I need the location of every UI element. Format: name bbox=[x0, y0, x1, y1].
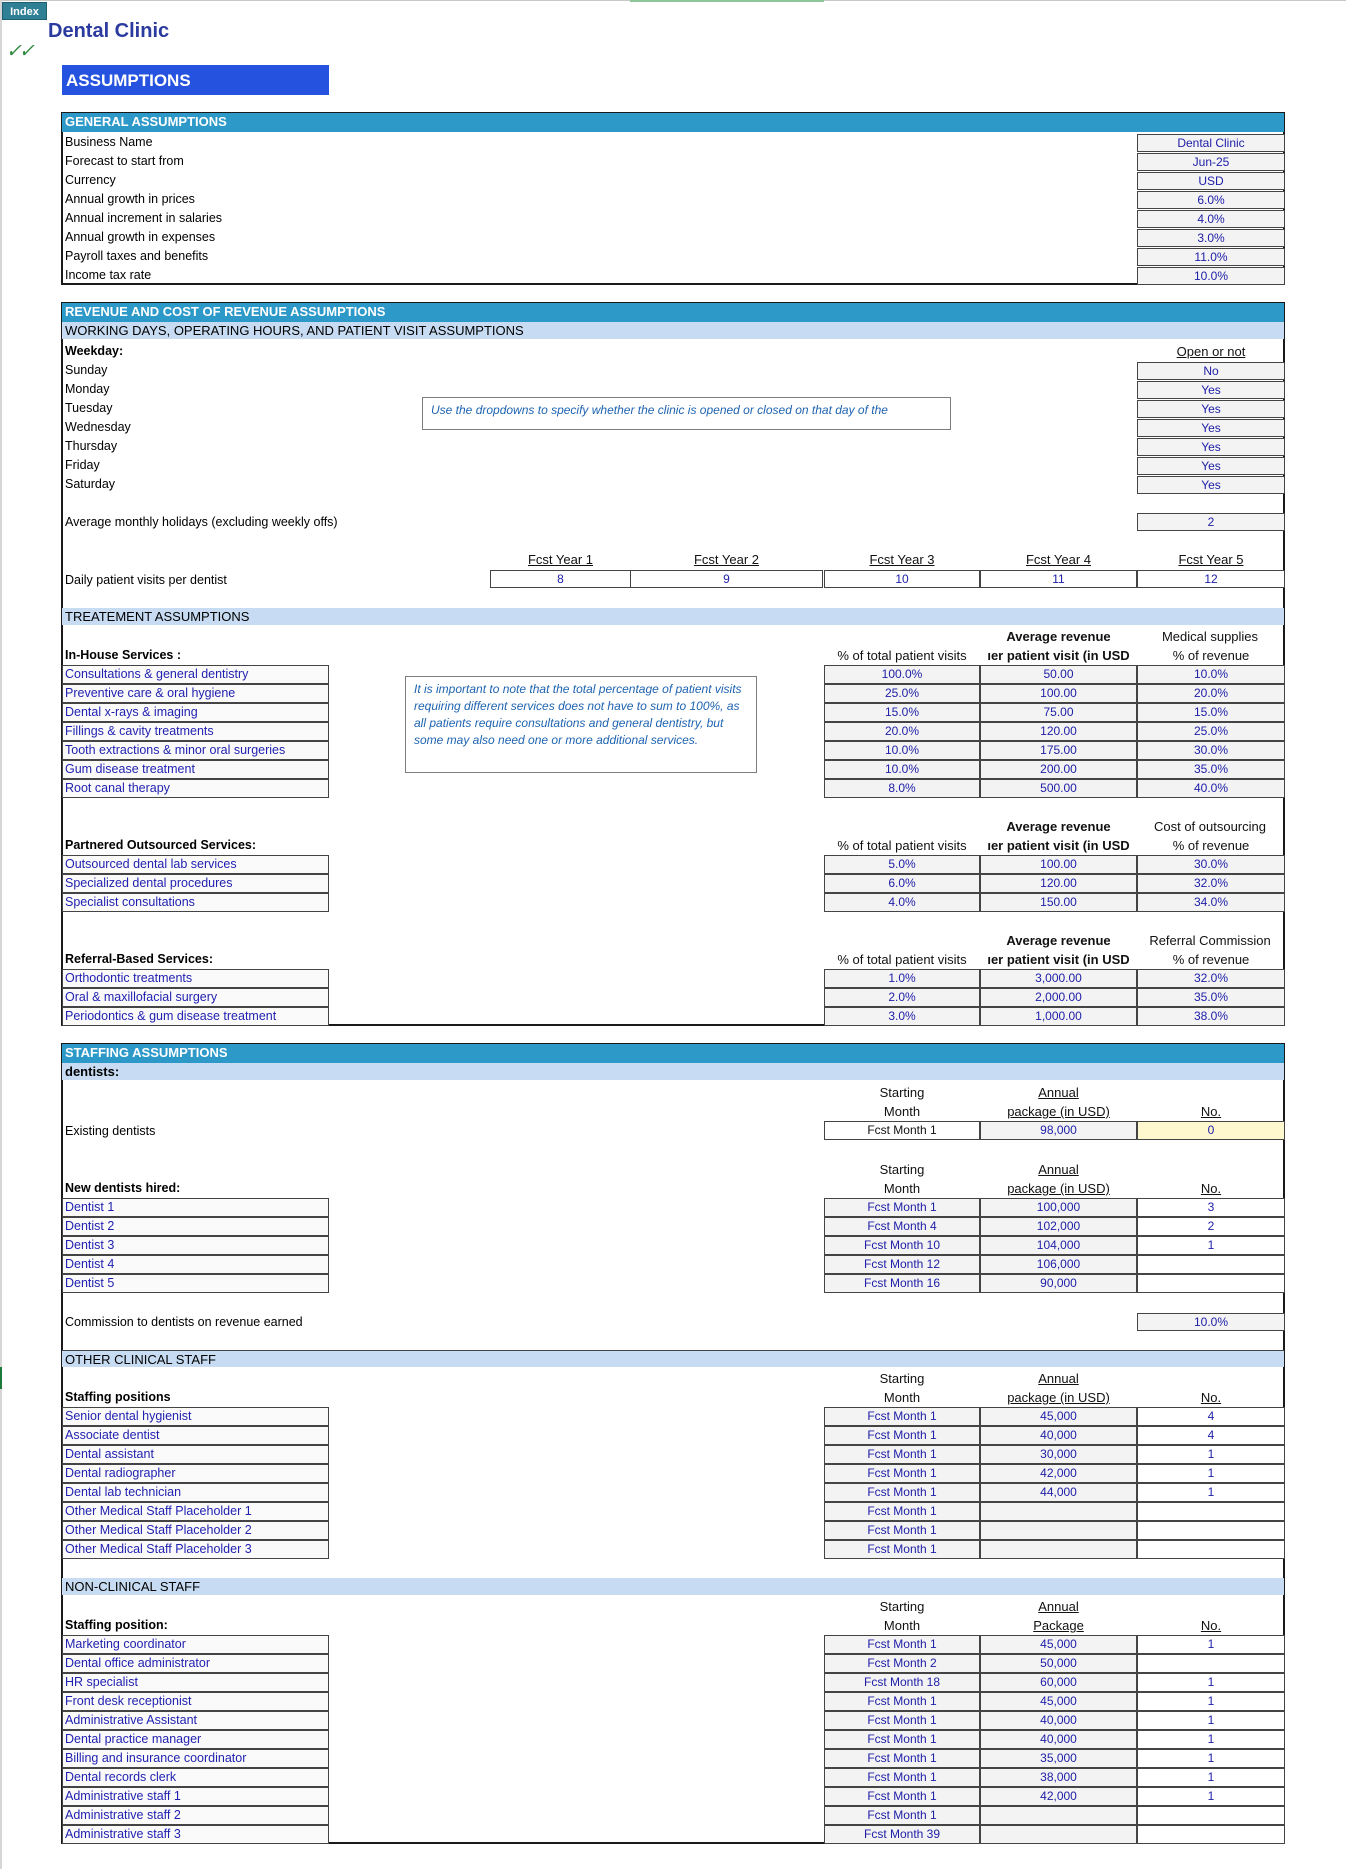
annual-package-field[interactable]: 104,000 bbox=[980, 1236, 1137, 1255]
annual-package-field[interactable]: 90,000 bbox=[980, 1274, 1137, 1293]
avg-revenue-field[interactable]: 1,000.00 bbox=[980, 1007, 1137, 1026]
col3-field[interactable]: 35.0% bbox=[1137, 988, 1285, 1007]
number-field[interactable]: 1 bbox=[1137, 1711, 1285, 1730]
pct-visits-field[interactable]: 20.0% bbox=[824, 722, 980, 741]
number-field[interactable] bbox=[1137, 1274, 1285, 1293]
section-title: ASSUMPTIONS bbox=[62, 65, 329, 95]
pct-visits-field[interactable]: 3.0% bbox=[824, 1007, 980, 1026]
pct-visits-field[interactable]: 15.0% bbox=[824, 703, 980, 722]
staff-name-link[interactable]: Other Medical Staff Placeholder 1 bbox=[62, 1502, 329, 1521]
starting-month-field[interactable]: Fcst Month 10 bbox=[824, 1236, 980, 1255]
avg-revenue-field[interactable]: 175.00 bbox=[980, 741, 1137, 760]
annual-package-field[interactable] bbox=[980, 1521, 1137, 1540]
annual-package-header: Annual bbox=[1038, 1371, 1079, 1386]
number-field[interactable]: 3 bbox=[1137, 1198, 1285, 1217]
avg-revenue-field[interactable]: 120.00 bbox=[980, 874, 1137, 893]
number-field[interactable] bbox=[1137, 1540, 1285, 1559]
staff-name-link[interactable]: Dental practice manager bbox=[62, 1730, 329, 1749]
avg-revenue-field[interactable]: 150.00 bbox=[980, 893, 1137, 912]
weekday-open-dropdown[interactable]: No bbox=[1137, 362, 1285, 380]
weekday-name: Wednesday bbox=[65, 420, 131, 434]
general-value-field[interactable]: USD bbox=[1137, 172, 1285, 190]
starting-month-field[interactable]: Fcst Month 1 bbox=[824, 1540, 980, 1559]
annual-package-header: Package bbox=[1033, 1618, 1084, 1633]
working-days-header: WORKING DAYS, OPERATING HOURS, AND PATIENT VISIT ASSUMPTIONS bbox=[62, 322, 1284, 339]
forecast-year-header: Fcst Year 3 bbox=[869, 552, 935, 567]
staff-name-link[interactable]: Other Medical Staff Placeholder 3 bbox=[62, 1540, 329, 1559]
annual-package-field[interactable]: 40,000 bbox=[980, 1711, 1137, 1730]
service-name-link[interactable]: Periodontics & gum disease treatment bbox=[62, 1007, 329, 1026]
service-name-link[interactable]: Outsourced dental lab services bbox=[62, 855, 329, 874]
starting-month-field[interactable]: Fcst Month 39 bbox=[824, 1825, 980, 1844]
starting-month-header: Starting bbox=[879, 1162, 925, 1177]
weekday-open-dropdown[interactable]: Yes bbox=[1137, 419, 1285, 437]
staff-name-link[interactable]: Administrative staff 3 bbox=[62, 1825, 329, 1844]
commission-field[interactable]: 10.0% bbox=[1137, 1313, 1285, 1331]
pct-visits-field[interactable]: 25.0% bbox=[824, 684, 980, 703]
staff-name-link[interactable]: HR specialist bbox=[62, 1673, 329, 1692]
col3-field[interactable]: 40.0% bbox=[1137, 779, 1285, 798]
forecast-year-header: Fcst Year 4 bbox=[1025, 552, 1092, 567]
staff-name-link[interactable]: Dental radiographer bbox=[62, 1464, 329, 1483]
forecast-year-header: Fcst Year 2 bbox=[693, 552, 760, 567]
annual-package-field[interactable]: 30,000 bbox=[980, 1445, 1137, 1464]
number-header: No. bbox=[1200, 1104, 1222, 1119]
staff-name-link[interactable]: Dental office administrator bbox=[62, 1654, 329, 1673]
staff-name-link[interactable]: Senior dental hygienist bbox=[62, 1407, 329, 1426]
number-field[interactable] bbox=[1137, 1255, 1285, 1274]
starting-month-header: Starting bbox=[879, 1599, 925, 1614]
daily-visits-field[interactable]: 9 bbox=[630, 570, 823, 588]
number-header: No. bbox=[1200, 1618, 1222, 1633]
weekday-label: Weekday: bbox=[65, 344, 124, 358]
avg-revenue-field[interactable]: 100.00 bbox=[980, 684, 1137, 703]
avg-revenue-field[interactable]: 50.00 bbox=[980, 665, 1137, 684]
weekday-open-dropdown[interactable]: Yes bbox=[1137, 476, 1285, 494]
number-field[interactable]: 1 bbox=[1137, 1483, 1285, 1502]
annual-package-field[interactable]: 42,000 bbox=[980, 1787, 1137, 1806]
avg-revenue-header: Average revenue bbox=[1006, 819, 1111, 834]
pct-visits-field[interactable]: 4.0% bbox=[824, 893, 980, 912]
number-header: No. bbox=[1200, 1390, 1222, 1405]
starting-month-header: Starting bbox=[879, 1371, 925, 1386]
open-or-not-header: Open or not bbox=[1176, 344, 1246, 359]
general-row-label: Payroll taxes and benefits bbox=[65, 249, 209, 263]
staff-name-link[interactable]: Dentist 5 bbox=[62, 1274, 329, 1293]
general-assumptions-panel bbox=[61, 112, 1285, 285]
avg-revenue-field[interactable]: 2,000.00 bbox=[980, 988, 1137, 1007]
starting-month-field[interactable]: Fcst Month 4 bbox=[824, 1217, 980, 1236]
number-field[interactable]: 1 bbox=[1137, 1768, 1285, 1787]
col3-field[interactable]: 25.0% bbox=[1137, 722, 1285, 741]
service-name-link[interactable]: Consultations & general dentistry bbox=[62, 665, 329, 684]
weekday-open-dropdown[interactable]: Yes bbox=[1137, 381, 1285, 399]
pct-visits-header: % of total patient visits bbox=[837, 952, 967, 967]
dentists-header: dentists: bbox=[62, 1063, 1284, 1080]
staff-name-link[interactable]: Dental assistant bbox=[62, 1445, 329, 1464]
starting-month-field[interactable]: Fcst Month 12 bbox=[824, 1255, 980, 1274]
general-value-field[interactable]: 11.0% bbox=[1137, 248, 1285, 266]
col3-header: Referral Commission bbox=[1149, 933, 1271, 948]
col3-header: Medical supplies bbox=[1161, 629, 1259, 644]
number-field[interactable]: 1 bbox=[1137, 1445, 1285, 1464]
general-row-label: Annual increment in salaries bbox=[65, 211, 223, 225]
pct-visits-field[interactable]: 10.0% bbox=[824, 741, 980, 760]
service-name-link[interactable]: Gum disease treatment bbox=[62, 760, 329, 779]
annual-package-header: Annual bbox=[1038, 1599, 1079, 1614]
existing-start-field[interactable]: Fcst Month 1 bbox=[824, 1121, 980, 1140]
forecast-year-header: Fcst Year 1 bbox=[527, 552, 594, 567]
avg-revenue-header: ıer patient visit (in USD bbox=[987, 838, 1130, 853]
avg-revenue-field[interactable]: 500.00 bbox=[980, 779, 1137, 798]
starting-month-header: Month bbox=[883, 1104, 921, 1119]
service-name-link[interactable]: Dental x-rays & imaging bbox=[62, 703, 329, 722]
avg-revenue-header: Average revenue bbox=[1006, 629, 1111, 644]
general-value-field[interactable]: 3.0% bbox=[1137, 229, 1285, 247]
starting-month-field[interactable]: Fcst Month 16 bbox=[824, 1274, 980, 1293]
referral-title: Referral-Based Services: bbox=[65, 952, 213, 966]
starting-month-header: Starting bbox=[879, 1085, 925, 1100]
existing-dentists-label: Existing dentists bbox=[65, 1124, 156, 1138]
annual-package-field[interactable]: 45,000 bbox=[980, 1692, 1137, 1711]
annual-package-field[interactable]: 40,000 bbox=[980, 1730, 1137, 1749]
weekday-note: Use the dropdowns to specify whether the clinic is opened or closed on that day of the bbox=[422, 397, 951, 430]
starting-month-field[interactable]: Fcst Month 1 bbox=[824, 1635, 980, 1654]
col3-field[interactable]: 30.0% bbox=[1137, 855, 1285, 874]
annual-package-field[interactable]: 100,000 bbox=[980, 1198, 1137, 1217]
pct-visits-field[interactable]: 5.0% bbox=[824, 855, 980, 874]
starting-month-field[interactable]: Fcst Month 1 bbox=[824, 1502, 980, 1521]
starting-month-field[interactable]: Fcst Month 1 bbox=[824, 1787, 980, 1806]
holidays-field[interactable]: 2 bbox=[1137, 513, 1285, 531]
staff-name-link[interactable]: Dentist 2 bbox=[62, 1217, 329, 1236]
daily-visits-field[interactable]: 12 bbox=[1137, 570, 1285, 588]
avg-revenue-field[interactable]: 75.00 bbox=[980, 703, 1137, 722]
starting-month-field[interactable]: Fcst Month 18 bbox=[824, 1673, 980, 1692]
annual-package-field[interactable]: 45,000 bbox=[980, 1635, 1137, 1654]
starting-month-field[interactable]: Fcst Month 1 bbox=[824, 1711, 980, 1730]
commission-label: Commission to dentists on revenue earned bbox=[65, 1315, 303, 1329]
annual-package-field[interactable]: 38,000 bbox=[980, 1768, 1137, 1787]
col3-header: % of revenue bbox=[1172, 838, 1250, 853]
starting-month-field[interactable]: Fcst Month 1 bbox=[824, 1730, 980, 1749]
weekday-name: Saturday bbox=[65, 477, 116, 491]
starting-month-field[interactable]: Fcst Month 1 bbox=[824, 1464, 980, 1483]
avg-revenue-header: Average revenue bbox=[1006, 933, 1111, 948]
general-value-field[interactable]: 4.0% bbox=[1137, 210, 1285, 228]
col3-field[interactable]: 35.0% bbox=[1137, 760, 1285, 779]
pct-visits-field[interactable]: 1.0% bbox=[824, 969, 980, 988]
annual-package-field[interactable]: 45,000 bbox=[980, 1407, 1137, 1426]
staff-name-link[interactable]: Dental records clerk bbox=[62, 1768, 329, 1787]
weekday-name: Thursday bbox=[65, 439, 118, 453]
outsourced-title: Partnered Outsourced Services: bbox=[65, 838, 257, 852]
col3-field[interactable]: 32.0% bbox=[1137, 969, 1285, 988]
weekday-open-dropdown[interactable]: Yes bbox=[1137, 438, 1285, 456]
service-name-link[interactable]: Preventive care & oral hygiene bbox=[62, 684, 329, 703]
avg-revenue-header: ıer patient visit (in USD bbox=[987, 648, 1130, 663]
daily-visits-field[interactable]: 8 bbox=[490, 570, 631, 588]
pct-visits-header: % of total patient visits bbox=[837, 648, 967, 663]
staffing-positions-title: Staffing positions bbox=[65, 1390, 171, 1404]
service-name-link[interactable]: Specialist consultations bbox=[62, 893, 329, 912]
staff-name-link[interactable]: Dental lab technician bbox=[62, 1483, 329, 1502]
col3-field[interactable]: 10.0% bbox=[1137, 665, 1285, 684]
daily-visits-field[interactable]: 10 bbox=[824, 570, 980, 588]
starting-month-field[interactable]: Fcst Month 1 bbox=[824, 1445, 980, 1464]
col3-field[interactable]: 38.0% bbox=[1137, 1007, 1285, 1026]
general-value-field[interactable]: Dental Clinic bbox=[1137, 134, 1285, 152]
general-value-field[interactable]: 6.0% bbox=[1137, 191, 1285, 209]
general-header: GENERAL ASSUMPTIONS bbox=[62, 113, 1284, 132]
inhouse-title: In-House Services : bbox=[65, 648, 182, 662]
starting-month-field[interactable]: Fcst Month 1 bbox=[824, 1806, 980, 1825]
annual-package-header: Annual bbox=[1038, 1085, 1079, 1100]
service-name-link[interactable]: Root canal therapy bbox=[62, 779, 329, 798]
number-field[interactable] bbox=[1137, 1806, 1285, 1825]
annual-package-field[interactable] bbox=[980, 1502, 1137, 1521]
pct-visits-field[interactable]: 8.0% bbox=[824, 779, 980, 798]
weekday-name: Monday bbox=[65, 382, 110, 396]
avg-revenue-header: ıer patient visit (in USD bbox=[987, 952, 1130, 967]
annual-package-field[interactable]: 40,000 bbox=[980, 1426, 1137, 1445]
existing-number-field[interactable]: 0 bbox=[1137, 1121, 1285, 1140]
annual-package-header: package (in USD) bbox=[1007, 1390, 1110, 1405]
general-row-label: Forecast to start from bbox=[65, 154, 184, 168]
pct-visits-field[interactable]: 100.0% bbox=[824, 665, 980, 684]
weekday-name: Sunday bbox=[65, 363, 108, 377]
annual-package-field[interactable]: 102,000 bbox=[980, 1217, 1137, 1236]
services-note: It is important to note that the total percentage of patient visits requiring different services does not have to sum to 100%, as all patients require consultations and general dentistry, but some may also need one or more additional services. bbox=[405, 676, 757, 773]
staff-name-link[interactable]: Associate dentist bbox=[62, 1426, 329, 1445]
number-field[interactable]: 1 bbox=[1137, 1749, 1285, 1768]
starting-month-field[interactable]: Fcst Month 1 bbox=[824, 1407, 980, 1426]
number-field[interactable]: 4 bbox=[1137, 1426, 1285, 1445]
staff-name-link[interactable]: Dentist 4 bbox=[62, 1255, 329, 1274]
pct-visits-field[interactable]: 6.0% bbox=[824, 874, 980, 893]
pct-visits-header: % of total patient visits bbox=[837, 838, 967, 853]
starting-month-header: Month bbox=[883, 1618, 921, 1633]
service-name-link[interactable]: Orthodontic treatments bbox=[62, 969, 329, 988]
existing-package-field[interactable]: 98,000 bbox=[980, 1121, 1137, 1140]
staff-name-link[interactable]: Marketing coordinator bbox=[62, 1635, 329, 1654]
staff-name-link[interactable]: Billing and insurance coordinator bbox=[62, 1749, 329, 1768]
staff-name-link[interactable]: Dentist 1 bbox=[62, 1198, 329, 1217]
col3-field[interactable]: 15.0% bbox=[1137, 703, 1285, 722]
page-title: Dental Clinic bbox=[48, 20, 170, 42]
other-clinical-header: OTHER CLINICAL STAFF bbox=[62, 1350, 1284, 1367]
col3-field[interactable]: 34.0% bbox=[1137, 893, 1285, 912]
starting-month-field[interactable]: Fcst Month 1 bbox=[824, 1483, 980, 1502]
number-field[interactable] bbox=[1137, 1654, 1285, 1673]
forecast-year-header: Fcst Year 5 bbox=[1178, 552, 1244, 567]
avg-revenue-field[interactable]: 120.00 bbox=[980, 722, 1137, 741]
starting-month-field[interactable]: Fcst Month 1 bbox=[824, 1768, 980, 1787]
number-field[interactable]: 1 bbox=[1137, 1787, 1285, 1806]
service-name-link[interactable]: Oral & maxillofacial surgery bbox=[62, 988, 329, 1007]
annual-package-field[interactable]: 50,000 bbox=[980, 1654, 1137, 1673]
weekday-open-dropdown[interactable]: Yes bbox=[1137, 457, 1285, 475]
avg-revenue-field[interactable]: 100.00 bbox=[980, 855, 1137, 874]
general-row-label: Annual growth in prices bbox=[65, 192, 195, 206]
general-value-field[interactable]: Jun-25 bbox=[1137, 153, 1285, 171]
number-field[interactable] bbox=[1137, 1521, 1285, 1540]
annual-package-field[interactable]: 106,000 bbox=[980, 1255, 1137, 1274]
col3-field[interactable]: 20.0% bbox=[1137, 684, 1285, 703]
number-field[interactable] bbox=[1137, 1825, 1285, 1844]
starting-month-field[interactable]: Fcst Month 1 bbox=[824, 1198, 980, 1217]
pct-visits-field[interactable]: 10.0% bbox=[824, 760, 980, 779]
daily-visits-label: Daily patient visits per dentist bbox=[65, 573, 227, 587]
annual-package-field[interactable]: 35,000 bbox=[980, 1749, 1137, 1768]
staff-name-link[interactable]: Administrative Assistant bbox=[62, 1711, 329, 1730]
new-dentists-title: New dentists hired: bbox=[65, 1181, 181, 1195]
col3-header: % of revenue bbox=[1172, 648, 1250, 663]
number-field[interactable]: 4 bbox=[1137, 1407, 1285, 1426]
general-row-label: Currency bbox=[65, 173, 116, 187]
staff-name-link[interactable]: Administrative staff 2 bbox=[62, 1806, 329, 1825]
number-field[interactable]: 1 bbox=[1137, 1692, 1285, 1711]
staff-name-link[interactable]: Other Medical Staff Placeholder 2 bbox=[62, 1521, 329, 1540]
number-field[interactable]: 1 bbox=[1137, 1635, 1285, 1654]
general-row-label: Business Name bbox=[65, 135, 153, 149]
holidays-label: Average monthly holidays (excluding weekly offs) bbox=[65, 515, 338, 529]
non-clinical-header: NON-CLINICAL STAFF bbox=[62, 1578, 1284, 1595]
general-row-label: Annual growth in expenses bbox=[65, 230, 216, 244]
service-name-link[interactable]: Tooth extractions & minor oral surgeries bbox=[62, 741, 329, 760]
col3-header: Cost of outsourcing bbox=[1153, 819, 1266, 834]
staff-name-link[interactable]: Front desk receptionist bbox=[62, 1692, 329, 1711]
annual-package-field[interactable]: 44,000 bbox=[980, 1483, 1137, 1502]
annual-package-header: package (in USD) bbox=[1007, 1181, 1110, 1196]
annual-package-field[interactable] bbox=[980, 1825, 1137, 1844]
starting-month-field[interactable]: Fcst Month 1 bbox=[824, 1692, 980, 1711]
staffing-position-title: Staffing position: bbox=[65, 1618, 168, 1632]
number-field[interactable]: 1 bbox=[1137, 1236, 1285, 1255]
staff-name-link[interactable]: Dentist 3 bbox=[62, 1236, 329, 1255]
number-field[interactable]: 2 bbox=[1137, 1217, 1285, 1236]
weekday-name: Tuesday bbox=[65, 401, 113, 415]
pct-visits-field[interactable]: 2.0% bbox=[824, 988, 980, 1007]
col3-field[interactable]: 32.0% bbox=[1137, 874, 1285, 893]
treatment-header: TREATEMENT ASSUMPTIONS bbox=[62, 608, 1284, 625]
col3-field[interactable]: 30.0% bbox=[1137, 741, 1285, 760]
annual-package-field[interactable]: 60,000 bbox=[980, 1673, 1137, 1692]
service-name-link[interactable]: Fillings & cavity treatments bbox=[62, 722, 329, 741]
annual-package-header: Annual bbox=[1038, 1162, 1079, 1177]
weekday-open-dropdown[interactable]: Yes bbox=[1137, 400, 1285, 418]
service-name-link[interactable]: Specialized dental procedures bbox=[62, 874, 329, 893]
general-value-field[interactable]: 10.0% bbox=[1137, 267, 1285, 285]
annual-package-header: package (in USD) bbox=[1007, 1104, 1110, 1119]
annual-package-field[interactable] bbox=[980, 1806, 1137, 1825]
daily-visits-field[interactable]: 11 bbox=[980, 570, 1137, 588]
staffing-header: STAFFING ASSUMPTIONS bbox=[62, 1044, 1284, 1063]
starting-month-field[interactable]: Fcst Month 1 bbox=[824, 1521, 980, 1540]
annual-package-field[interactable] bbox=[980, 1540, 1137, 1559]
starting-month-field[interactable]: Fcst Month 1 bbox=[824, 1426, 980, 1445]
index-button[interactable]: Index bbox=[2, 2, 47, 20]
avg-revenue-field[interactable]: 200.00 bbox=[980, 760, 1137, 779]
number-field[interactable] bbox=[1137, 1502, 1285, 1521]
number-field[interactable]: 1 bbox=[1137, 1673, 1285, 1692]
col3-header: % of revenue bbox=[1172, 952, 1250, 967]
number-field[interactable]: 1 bbox=[1137, 1464, 1285, 1483]
revenue-header: REVENUE AND COST OF REVENUE ASSUMPTIONS bbox=[62, 303, 1284, 322]
checkmark-icon: ✓✓ bbox=[6, 41, 32, 62]
number-field[interactable]: 1 bbox=[1137, 1730, 1285, 1749]
starting-month-field[interactable]: Fcst Month 1 bbox=[824, 1749, 980, 1768]
avg-revenue-field[interactable]: 3,000.00 bbox=[980, 969, 1137, 988]
general-row-label: Income tax rate bbox=[65, 268, 152, 282]
starting-month-field[interactable]: Fcst Month 2 bbox=[824, 1654, 980, 1673]
number-header: No. bbox=[1200, 1181, 1222, 1196]
staff-name-link[interactable]: Administrative staff 1 bbox=[62, 1787, 329, 1806]
annual-package-field[interactable]: 42,000 bbox=[980, 1464, 1137, 1483]
starting-month-header: Month bbox=[883, 1390, 921, 1405]
weekday-name: Friday bbox=[65, 458, 100, 472]
starting-month-header: Month bbox=[883, 1181, 921, 1196]
